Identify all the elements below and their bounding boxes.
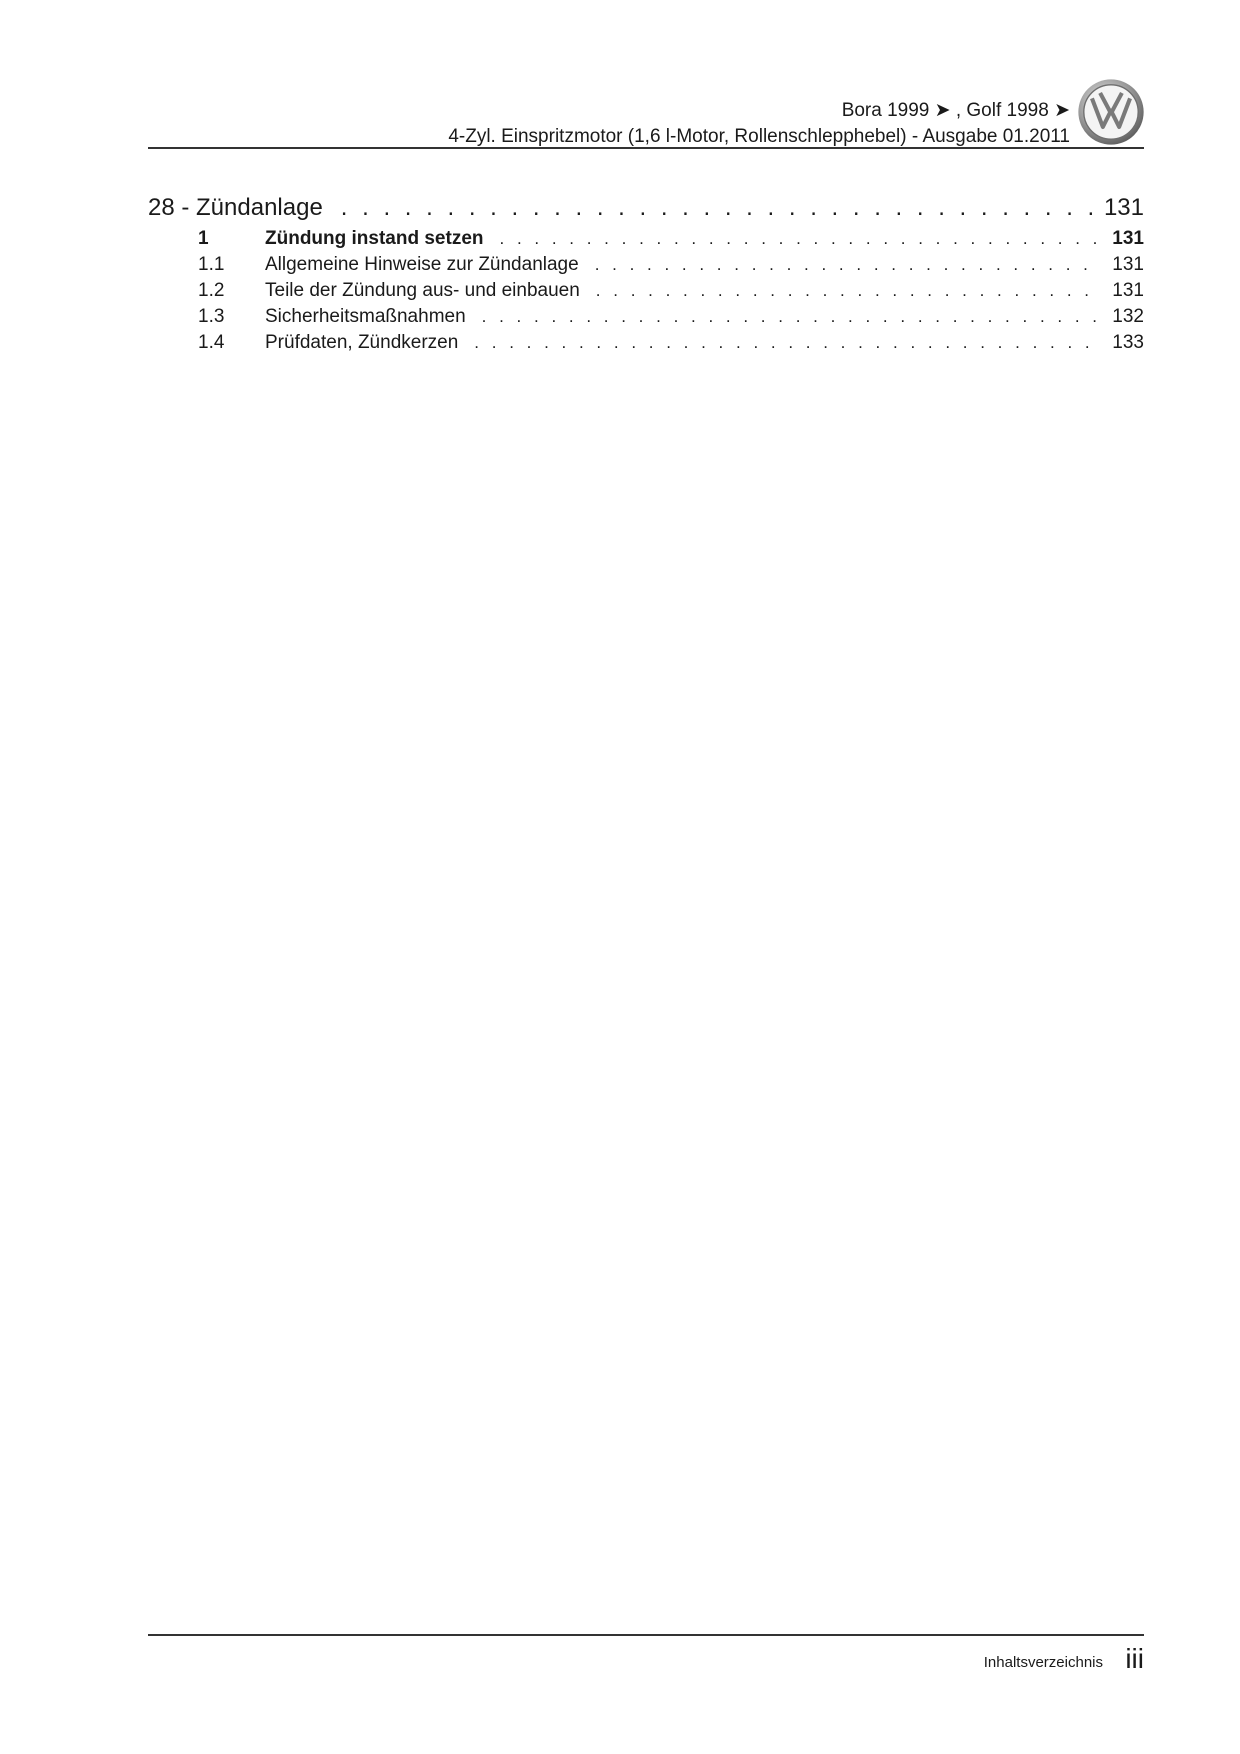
toc-chapter[interactable] xyxy=(148,190,1144,226)
chapter-page: 131 xyxy=(1103,194,1144,221)
toc-entry[interactable] xyxy=(148,304,1144,330)
entry-title: Sicherheitsmaßnahmen xyxy=(265,306,466,327)
footer-divider xyxy=(148,1634,1144,1636)
entry-number: 1.2 xyxy=(198,280,225,301)
entry-number: 1.3 xyxy=(198,306,225,327)
vw-logo-icon xyxy=(1077,78,1145,146)
entry-title: Teile der Zündung aus- und einbauen xyxy=(265,280,580,301)
footer-page-number: iii xyxy=(1125,1643,1144,1674)
document-header xyxy=(448,98,1070,150)
entry-title: Allgemeine Hinweise zur Zündanlage xyxy=(265,254,579,275)
header-vehicle-line: Bora 1999 ➤ , Golf 1998 ➤ xyxy=(841,100,1070,121)
entry-number: 1 xyxy=(198,228,209,249)
header-divider xyxy=(148,147,1144,149)
entry-page: 131 xyxy=(1112,254,1144,275)
dot-leader xyxy=(474,330,1102,356)
dot-leader xyxy=(482,304,1103,330)
toc-entry[interactable] xyxy=(148,278,1144,304)
entry-page: 131 xyxy=(1112,228,1144,249)
entry-title: Prüfdaten, Zündkerzen xyxy=(265,332,459,353)
entry-page: 133 xyxy=(1112,332,1144,353)
entry-page: 131 xyxy=(1112,280,1144,301)
dot-leader xyxy=(596,278,1103,304)
dot-leader xyxy=(595,252,1103,278)
toc-entry[interactable] xyxy=(148,330,1144,356)
entry-page: 132 xyxy=(1112,306,1144,327)
toc-entry[interactable] xyxy=(148,252,1144,278)
header-engine-line: 4-Zyl. Einspritzmotor (1,6 l-Motor, Rollenschlepphebel) - Ausgabe 01.2011 xyxy=(448,126,1070,147)
dot-leader xyxy=(500,226,1103,252)
entry-number: 1.4 xyxy=(198,332,225,353)
chapter-title: 28 - Zündanlage xyxy=(148,194,323,221)
entry-number: 1.1 xyxy=(198,254,225,275)
table-of-contents xyxy=(148,190,1144,356)
entry-title: Zündung instand setzen xyxy=(265,228,484,249)
dot-leader xyxy=(341,190,1098,226)
footer-section-label: Inhaltsverzeichnis xyxy=(983,1654,1103,1671)
toc-entry[interactable] xyxy=(148,226,1144,252)
